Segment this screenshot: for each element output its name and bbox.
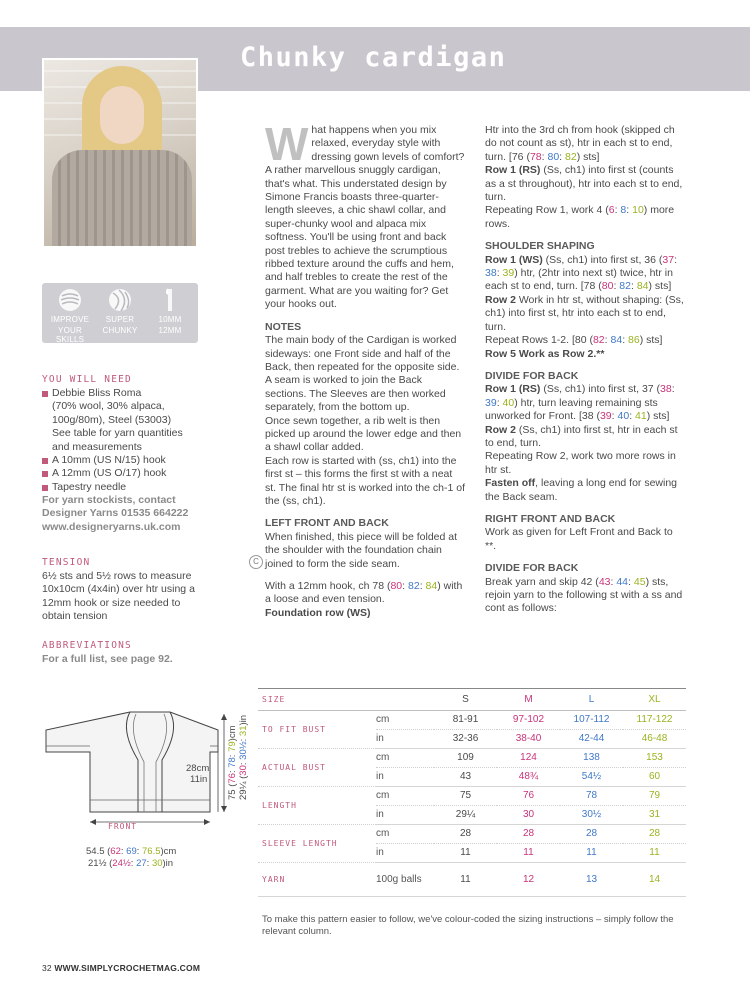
size-table bbox=[258, 688, 686, 897]
length-cm-label: 75 (76: 78: 79)cm bbox=[227, 725, 238, 800]
value-cell: 30½ bbox=[560, 806, 623, 825]
row-label: TO FIT BUST bbox=[258, 711, 376, 749]
text: ) sts, rejoin yarn to the following st with a ss and cont as follows: bbox=[485, 575, 683, 615]
model-photo bbox=[42, 58, 198, 248]
value-cell: 42-44 bbox=[560, 730, 623, 749]
tension-text bbox=[42, 570, 217, 624]
model-face bbox=[100, 86, 144, 144]
dim-text: 30 bbox=[151, 858, 163, 869]
value-cell: 79 bbox=[623, 787, 686, 806]
skill-improve-label-2: YOUR SKILLS bbox=[55, 326, 85, 344]
value-cell: 11 bbox=[434, 863, 497, 897]
dim-text: )in bbox=[162, 858, 174, 869]
text: (Ss, ch1) into first st, 36 ( bbox=[542, 253, 663, 266]
table-row bbox=[258, 863, 686, 897]
front-label: FRONT bbox=[108, 822, 138, 831]
dim-text: 78 bbox=[227, 757, 238, 768]
text: 39 bbox=[599, 410, 612, 423]
dim-text: 27 bbox=[136, 858, 147, 869]
divide-back-2-text: Break yarn and skip 42 (43: 44: 45) sts, rejoin yarn to the following st with a ss and cont as follows: bbox=[485, 575, 683, 615]
dim-text: 31 bbox=[238, 725, 249, 737]
text: ) htr, (2htr into next st) twice, htr in each st to end, turn. [78 ( bbox=[485, 267, 673, 293]
table-row bbox=[258, 787, 686, 806]
value-cell: 31 bbox=[623, 806, 686, 825]
value-cell: 138 bbox=[560, 749, 623, 768]
text: 84 bbox=[610, 334, 623, 347]
right-front-text: Work as given for Left Front and Back to **. bbox=[485, 526, 673, 552]
text: 8 bbox=[620, 204, 627, 217]
value-cell: 13 bbox=[560, 863, 623, 897]
text: 80 bbox=[547, 150, 560, 163]
table-row bbox=[258, 711, 686, 730]
notes-p1: The main body of the Cardigan is worked sideways: one Front side and half of the Back, then repeated for the opposite side. bbox=[265, 334, 460, 373]
text: 84 bbox=[636, 280, 649, 293]
left-front-p1: When finished, this piece will be folded at the shoulder with the foundation chain joined to form the side seam. bbox=[265, 530, 458, 570]
value-cell: 28 bbox=[623, 825, 686, 844]
tension-line: 10x10cm (4x4in) over htr using a bbox=[42, 583, 195, 596]
yarn-ball-skills-icon bbox=[57, 287, 83, 313]
dim-text: 29¼ ( bbox=[238, 775, 249, 800]
text: ) htr, turn leaving remaining sts unworked for Front. [38 ( bbox=[485, 396, 658, 423]
skill-improve-label-1: IMPROVE bbox=[50, 315, 90, 324]
value-cell: 28 bbox=[560, 825, 623, 844]
site-url: WWW.SIMPLYCROCHETMAG.COM bbox=[54, 963, 201, 973]
notes-p2: A seam is worked to join the Back sections. The Sleeves are then worked separately, from the bottom up. bbox=[265, 374, 446, 414]
value-cell: 107-112 bbox=[560, 711, 623, 730]
notes-p3: Once sewn together, a rib welt is then picked up around the lower edge and then a shawl collar added. bbox=[265, 414, 462, 454]
text: 10 bbox=[632, 204, 644, 217]
text: Break yarn and skip 42 ( bbox=[485, 575, 599, 588]
shoulder-row-2 bbox=[485, 294, 685, 334]
materials-item: Debbie Bliss Roma bbox=[42, 387, 212, 400]
divide-row-1: Row 1 (RS) (Ss, ch1) into first st, 37 (38: 39: 40) htr, turn leaving remaining sts unworked for Front. [38 (39: 40: 41) sts] bbox=[485, 383, 675, 423]
materials-item: A 12mm (US O/17) hook bbox=[42, 467, 212, 480]
text: Row 1 (WS) bbox=[485, 253, 543, 266]
value-cell: 11 bbox=[434, 844, 497, 863]
value-cell: 11 bbox=[497, 844, 560, 863]
materials-item: (70% wool, 30% alpaca, bbox=[52, 400, 165, 413]
divide-back-heading: DIVIDE FOR BACK bbox=[485, 369, 579, 382]
text: 40 bbox=[502, 396, 515, 409]
stockists-url: www.designeryarns.uk.com bbox=[42, 520, 181, 533]
text: 80 bbox=[601, 280, 614, 293]
value-cell: 78 bbox=[560, 787, 623, 806]
shoulder-repeat: Repeat Rows 1-2. [80 (82: 84: 86) sts] bbox=[485, 334, 663, 347]
skill-hook bbox=[145, 287, 195, 335]
text: 39 bbox=[502, 267, 515, 280]
intro-paragraph bbox=[265, 118, 465, 312]
yarn-ball-icon bbox=[107, 287, 133, 313]
text: Foundation row (WS) bbox=[265, 606, 371, 619]
dim-text: 30½ bbox=[238, 741, 249, 760]
materials-item: Tapestry needle bbox=[42, 481, 212, 494]
value-cell: 76 bbox=[497, 787, 560, 806]
dim-text: 69 bbox=[126, 846, 137, 857]
row-label: LENGTH bbox=[258, 787, 376, 825]
text: 84 bbox=[425, 580, 438, 592]
text: Work in htr st, without shaping: (Ss, ch1) into first st, htr into each st to end, turn. bbox=[485, 293, 684, 333]
text: ) sts] bbox=[639, 334, 663, 347]
skill-hook-label-2: 12MM bbox=[158, 326, 182, 335]
value-cell: 11 bbox=[560, 844, 623, 863]
section-marker-icon: C bbox=[249, 555, 263, 569]
skill-hook-label-1: 10MM bbox=[158, 315, 182, 324]
text: Row 1 (RS) bbox=[485, 164, 541, 177]
side-cm-label: 28cm bbox=[186, 763, 210, 774]
row-1-rs bbox=[485, 164, 685, 204]
text: 43 bbox=[598, 575, 611, 588]
skill-chunky bbox=[95, 287, 145, 335]
text: Row 2 bbox=[485, 293, 516, 306]
column-1 bbox=[265, 118, 465, 620]
dim-text: 62 bbox=[110, 846, 121, 857]
text: Fasten off bbox=[485, 477, 536, 490]
page-title: Chunky cardigan bbox=[240, 42, 507, 73]
dim-text: 21½ ( bbox=[88, 858, 113, 869]
text: With a 12mm hook, ch 78 ( bbox=[265, 580, 391, 592]
left-front-p2: With a 12mm hook, ch 78 (80: 82: 84) with a loose and even tension. bbox=[265, 580, 463, 606]
value-cell: 153 bbox=[623, 749, 686, 768]
width-in-label: 21½ (24½: 27: 30)in bbox=[88, 858, 174, 869]
value-cell: 32-36 bbox=[434, 730, 497, 749]
drop-cap: W bbox=[265, 118, 309, 170]
header-l: L bbox=[560, 689, 623, 711]
unit-cell: in bbox=[376, 806, 434, 825]
materials-item: See table for yarn quantities bbox=[52, 427, 183, 440]
unit-cell: cm bbox=[376, 787, 434, 806]
value-cell: 28 bbox=[497, 825, 560, 844]
value-cell: 43 bbox=[434, 768, 497, 787]
table-row bbox=[258, 749, 686, 768]
text: 82 bbox=[592, 334, 605, 347]
value-cell: 11 bbox=[623, 844, 686, 863]
value-cell: 54½ bbox=[560, 768, 623, 787]
dim-text: 24½ bbox=[112, 858, 131, 869]
value-cell: 28 bbox=[434, 825, 497, 844]
row-label: ACTUAL BUST bbox=[258, 749, 376, 787]
text: 37 bbox=[662, 253, 675, 266]
value-cell: 12 bbox=[497, 863, 560, 897]
text: 82 bbox=[619, 280, 631, 293]
side-in-label: 11in bbox=[190, 774, 208, 785]
text: (Ss, ch1) into first st, 37 ( bbox=[540, 383, 661, 396]
divide-back-2-heading: DIVIDE FOR BACK bbox=[485, 562, 579, 575]
text: (Ss, ch1) into first st, htr in each st to end, turn. bbox=[485, 423, 678, 449]
dim-text: 75 ( bbox=[227, 783, 238, 800]
text: 40 bbox=[617, 410, 630, 423]
text: 45 bbox=[633, 575, 646, 588]
text: Htr into the 3rd ch from hook (skipped ch do not count as st), htr in each st to end, turn. [76 ( bbox=[485, 124, 675, 163]
text: ) more rows. bbox=[485, 204, 675, 230]
dim-text: )cm bbox=[227, 725, 238, 742]
foundation-row bbox=[265, 607, 465, 620]
materials-item: and measurements bbox=[52, 440, 142, 453]
abbreviations-heading: ABBREVIATIONS bbox=[42, 640, 132, 651]
stockists-phone: Designer Yarns 01535 664222 bbox=[42, 507, 189, 520]
value-cell: 14 bbox=[623, 863, 686, 897]
tension-line: obtain tension bbox=[42, 610, 108, 623]
page-number: 32 bbox=[42, 963, 52, 973]
header-xl: XL bbox=[623, 689, 686, 711]
repeat-row-1: Repeating Row 1, work 4 (6: 8: 10) more rows. bbox=[485, 204, 675, 230]
skill-chunky-label-2: CHUNKY bbox=[102, 326, 138, 335]
text: 44 bbox=[616, 575, 629, 588]
materials-item: 100g/80m), Steel (53003) bbox=[52, 413, 172, 426]
table-row bbox=[258, 825, 686, 844]
value-cell: 81-91 bbox=[434, 711, 497, 730]
shoulder-row-5: Row 5 Work as Row 2.** bbox=[485, 347, 605, 360]
value-cell: 29¼ bbox=[434, 806, 497, 825]
text: 82 bbox=[565, 150, 577, 163]
shoulder-heading: SHOULDER SHAPING bbox=[485, 240, 595, 253]
materials-list bbox=[42, 387, 212, 494]
dim-text: 30 bbox=[238, 765, 249, 776]
value-cell: 75 bbox=[434, 787, 497, 806]
right-front-heading: RIGHT FRONT AND BACK bbox=[485, 512, 616, 525]
row-label: YARN bbox=[258, 863, 376, 897]
length-in-label: 29¼ (30: 30½: 31)in bbox=[238, 714, 249, 800]
intro-text: hat happens when you mix relaxed, everyday style with dressing gown levels of comfort? A rather marvellous snuggly cardigan, that's what. This understated design by Simone Francis boasts three-quarter-length sleeves, a chic shawl collar, and super-chunky wool and alpaca mix softness. You'll be using front and back post trebles to achieve the scrumptious ribbed texture around the cuffs and hem, and half trebles to create the rest of the garment. What are you waiting for? Get your hooks out. bbox=[265, 124, 465, 311]
unit-cell: in bbox=[376, 730, 434, 749]
text: 80 bbox=[390, 580, 403, 592]
text: 82 bbox=[408, 580, 420, 592]
text: , leaving a long end for sewing the Back seam. bbox=[485, 477, 678, 503]
tension-heading: TENSION bbox=[42, 557, 91, 568]
unit-cell: 100g balls bbox=[376, 863, 434, 897]
unit-cell: cm bbox=[376, 711, 434, 730]
unit-cell: cm bbox=[376, 749, 434, 768]
value-cell: 30 bbox=[497, 806, 560, 825]
dim-text: )in bbox=[238, 714, 249, 726]
tension-line: 6½ sts and 5½ rows to measure bbox=[42, 570, 192, 582]
text: ) sts] bbox=[576, 150, 600, 163]
hook-icon bbox=[157, 287, 183, 313]
stockists-info bbox=[42, 494, 217, 534]
column-2 bbox=[485, 124, 685, 616]
page-folio bbox=[42, 962, 200, 975]
notes-p4: Each row is started with (ss, ch1) into the first st – this forms the first st with a neat st. The final htr st is worked into the ch-1 of the (ss, ch1). bbox=[265, 454, 465, 507]
text: 38 bbox=[660, 383, 672, 396]
text: ) with a loose and even tension. bbox=[265, 580, 463, 606]
materials-item: A 10mm (US N/15) hook bbox=[42, 454, 212, 467]
divide-row-2 bbox=[485, 424, 685, 451]
header-s: S bbox=[434, 689, 497, 711]
text: 39 bbox=[485, 396, 497, 409]
text: Repeating Row 1, work 4 ( bbox=[485, 204, 609, 217]
value-cell: 117-122 bbox=[623, 711, 686, 730]
header-m: M bbox=[497, 689, 560, 711]
text: (Ss, ch1) into first st (counts as a st throughout), htr into each st to end, turn. bbox=[485, 164, 683, 204]
dim-text: 79 bbox=[227, 741, 238, 752]
colour-code-note: To make this pattern easier to follow, we've colour-coded the sizing instructions – simply follow the relevant column. bbox=[262, 914, 674, 937]
text: 6 bbox=[608, 204, 615, 217]
chunky-cardigan-knit bbox=[52, 150, 192, 248]
shoulder-row-1: Row 1 (WS) (Ss, ch1) into first st, 36 (37: 38: 39) htr, (2htr into next st) twice, htr in each st to end, turn. [78 (80: 82: 84) sts] bbox=[485, 253, 677, 293]
value-cell: 38-40 bbox=[497, 730, 560, 749]
unit-cell: in bbox=[376, 768, 434, 787]
value-cell: 124 bbox=[497, 749, 560, 768]
dim-text: 76 bbox=[227, 773, 238, 784]
unit-cell: cm bbox=[376, 825, 434, 844]
text: 41 bbox=[635, 410, 647, 423]
value-cell: 60 bbox=[623, 768, 686, 787]
stockists-line: For yarn stockists, contact bbox=[42, 494, 176, 506]
tension-line: 12mm hook or size needed to bbox=[42, 596, 181, 609]
abbreviations-text: For a full list, see page 92. bbox=[42, 653, 173, 665]
value-cell: 97-102 bbox=[497, 711, 560, 730]
divide-repeat: Repeating Row 2, work two more rows in htr st. bbox=[485, 450, 676, 476]
header-size: SIZE bbox=[258, 689, 376, 711]
dim-text: 76.5 bbox=[142, 846, 161, 857]
you-will-need-heading: YOU WILL NEED bbox=[42, 374, 132, 385]
notes-heading: NOTES bbox=[265, 320, 302, 333]
skills-bar bbox=[42, 283, 198, 343]
dim-text: )cm bbox=[160, 846, 177, 857]
skill-chunky-label-1: SUPER bbox=[105, 315, 135, 324]
unit-cell: in bbox=[376, 844, 434, 863]
text: ) sts] bbox=[648, 280, 672, 293]
text: Row 2 bbox=[485, 423, 516, 436]
left-front-heading: LEFT FRONT AND BACK bbox=[265, 517, 389, 530]
row-label: SLEEVE LENGTH bbox=[258, 825, 376, 863]
text: 38 bbox=[485, 267, 497, 280]
foundation-row-cont: Htr into the 3rd ch from hook (skipped ch do not count as st), htr in each st to end, turn. [76 (78: 80: 82) sts] bbox=[485, 124, 675, 163]
text: ) sts] bbox=[646, 410, 670, 423]
text: Repeat Rows 1-2. [80 ( bbox=[485, 334, 593, 347]
value-cell: 48¾ bbox=[497, 768, 560, 787]
text: Row 1 (RS) bbox=[485, 383, 541, 396]
width-cm-label: 54.5 (62: 69: 76.5)cm bbox=[86, 846, 177, 857]
fasten-off bbox=[485, 477, 685, 504]
table-header-row bbox=[258, 689, 686, 711]
value-cell: 109 bbox=[434, 749, 497, 768]
dim-text: 54.5 ( bbox=[86, 846, 111, 857]
text: 78 bbox=[529, 150, 542, 163]
value-cell: 46-48 bbox=[623, 730, 686, 749]
text: 86 bbox=[628, 334, 640, 347]
header-unit bbox=[376, 689, 434, 711]
skill-improve bbox=[45, 287, 95, 344]
